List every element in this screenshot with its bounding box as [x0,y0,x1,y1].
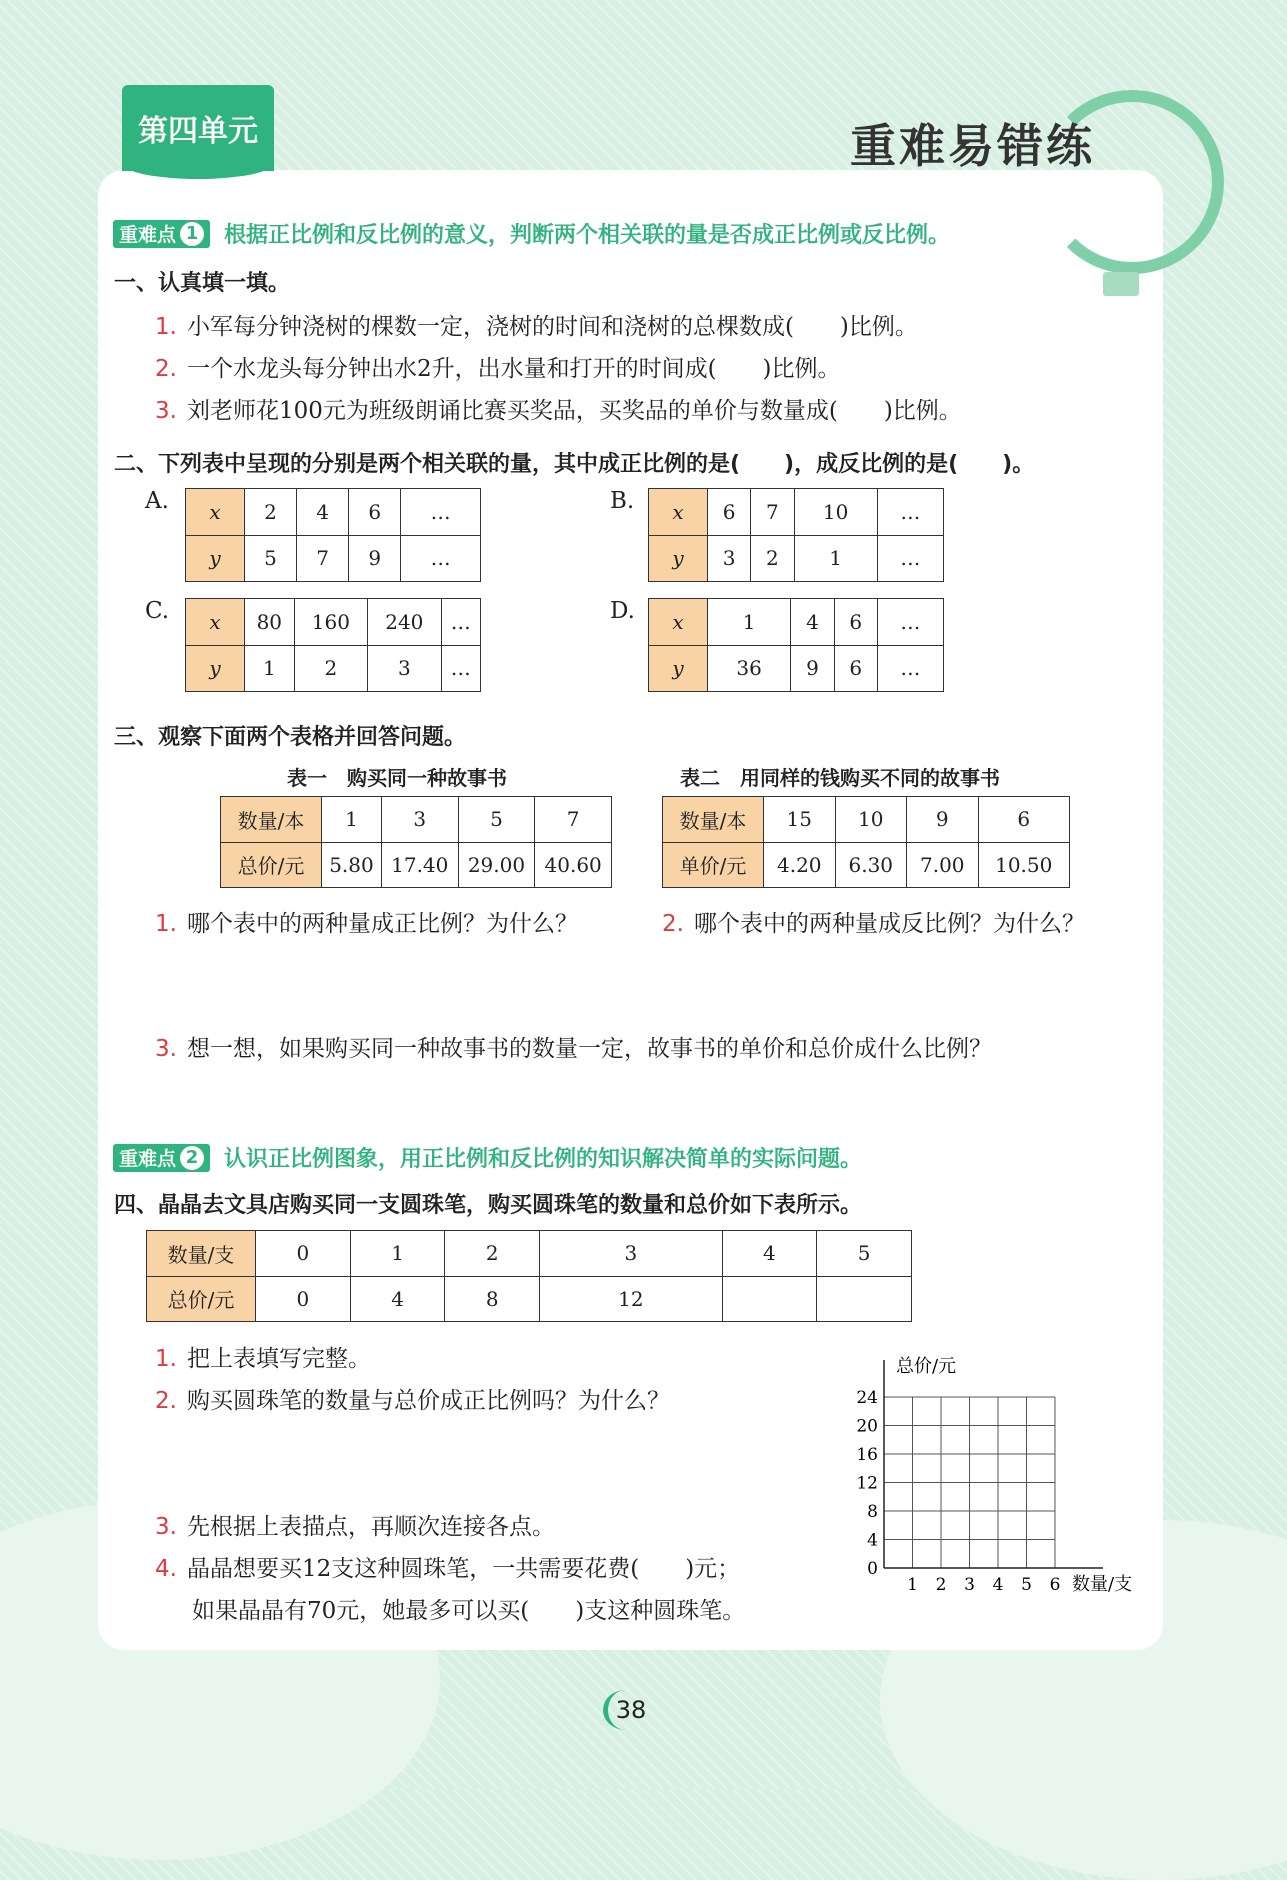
key-point-title: 根据正比例和反比例的意义，判断两个相关联的量是否成正比例或反比例。 [224,223,951,248]
x-tick-label: 3 [964,1575,975,1595]
section-1-title: 一、认真填一填。 [114,271,291,296]
answer-blank[interactable] [722,1276,817,1322]
y-tick-label: 24 [856,1388,878,1408]
section-2-title: 二、下列表中呈现的分别是两个相关联的量，其中成正比例的是( )，成反比例的是( )。 [114,452,1035,477]
x-tick-label: 4 [992,1575,1004,1595]
y-axis-label: 总价/元 [896,1356,957,1377]
key-point-badge: 重难点 1 [113,220,210,248]
unit-tab: 第四单元 [122,85,274,171]
question-item-continued: 如果晶晶有70元，她最多可以买( )支这种圆珠笔。 [192,1598,746,1624]
x-tick-label: 1 [907,1575,918,1595]
key-point-badge: 重难点 2 [113,1144,210,1172]
table-2: 数量/本 15 10 9 6 单价/元 4.20 6.30 7.00 10.50 [662,796,1070,888]
key-point-1 [113,218,950,249]
question-item: 3. 刘老师花100元为班级朗诵比赛买奖品，买奖品的单价与数量成( )比例。 [155,398,962,424]
question-item: 1. 把上表填写完整。 [155,1346,371,1372]
pen-price-table: 数量/支 0 1 2 3 4 5 总价/元 0 4 8 12 [146,1230,912,1322]
y-tick-label: 12 [856,1473,878,1494]
option-table-a: x 2 4 6 … y 5 7 9 … [185,488,481,582]
x-tick-label: 2 [935,1575,947,1595]
question-item: 3. 先根据上表描点，再顺次连接各点。 [155,1514,555,1540]
answer-blank[interactable] [817,1276,912,1322]
table-1: 数量/本 1 3 5 7 总价/元 5.80 17.40 29.00 40.60 [220,796,612,888]
y-tick-label: 8 [867,1502,878,1522]
y-tick-label: 4 [867,1530,878,1551]
question-item: 1. 哪个表中的两种量成正比例？为什么？ [155,911,578,937]
section-3-title: 三、观察下面两个表格并回答问题。 [114,725,467,750]
option-label: C. [145,598,170,624]
section-4-title: 四、晶晶去文具店购买同一支圆珠笔，购买圆珠笔的数量和总价如下表所示。 [114,1193,863,1218]
question-item: 2. 哪个表中的两种量成反比例？为什么？ [662,911,1085,937]
x-tick-label: 6 [1049,1575,1061,1595]
question-item: 2. 购买圆珠笔的数量与总价成正比例吗？为什么？ [155,1388,670,1414]
option-label: A. [145,488,169,514]
y-tick-label: 0 [867,1559,878,1579]
page-heading: 重难易错练 [850,119,1095,173]
question-item: 3. 想一想，如果购买同一种故事书的数量一定，故事书的单价和总价成什么比例？ [155,1036,992,1062]
question-item: 1. 小军每分钟浇树的棵数一定，浇树的时间和浇树的总棵数成( )比例。 [155,314,918,340]
y-tick-label: 20 [856,1416,878,1437]
coordinate-grid-chart[interactable] [840,1350,1160,1600]
option-label: D. [610,598,635,624]
x-tick-label: 5 [1021,1575,1032,1595]
key-point-2 [113,1142,862,1173]
page-number: 38 [603,1690,659,1730]
table-1-caption: 表一 购买同一种故事书 [287,766,507,790]
option-label: B. [610,488,635,514]
option-table-c: x 80 160 240 … y 1 2 3 … [185,598,481,692]
question-item: 2. 一个水龙头每分钟出水2升，出水量和打开的时间成( )比例。 [155,356,841,382]
option-table-b: x 6 7 10 … y 3 2 1 … [648,488,944,582]
table-2-caption: 表二 用同样的钱购买不同的故事书 [680,766,1000,790]
x-axis-label: 数量/支 [1072,1574,1133,1595]
key-point-title: 认识正比例图象，用正比例和反比例的知识解决简单的实际问题。 [224,1147,863,1172]
balloon-basket-icon [1103,272,1139,296]
y-tick-label: 16 [856,1445,878,1465]
option-table-d: x 1 4 6 … y 36 9 6 … [648,598,944,692]
question-item: 4. 晶晶想要买12支这种圆珠笔，一共需要花费( )元； [155,1556,741,1582]
